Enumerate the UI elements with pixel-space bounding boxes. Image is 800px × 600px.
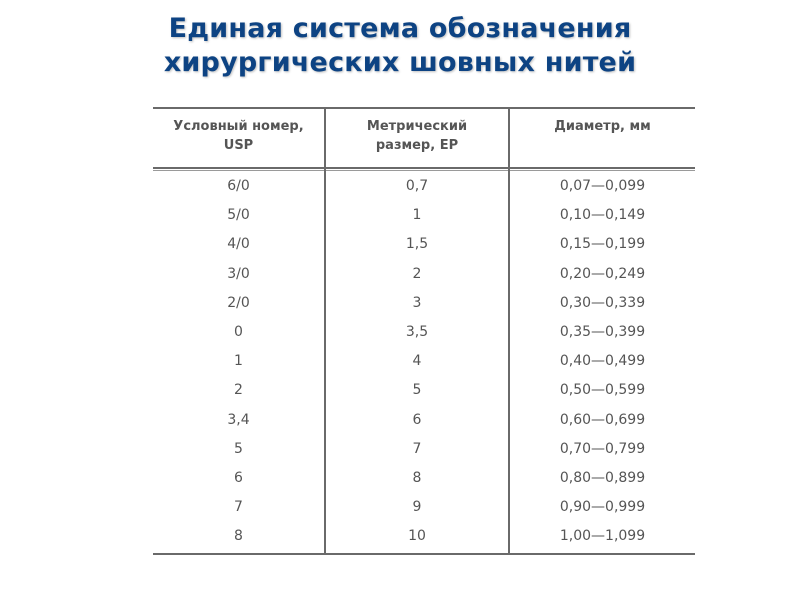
table-row <box>153 288 695 317</box>
diameter-cell: 0,40—0,499 <box>559 353 646 370</box>
diameter-cell: 0,60—0,699 <box>559 411 646 428</box>
table-bottom-border <box>153 553 695 555</box>
usp-cell: 3,4 <box>227 411 250 428</box>
usp-cell: 6 <box>234 469 243 486</box>
usp-cell: 2/0 <box>227 294 250 311</box>
title-line-2: хирургических шовных нитей <box>163 47 637 78</box>
ep-cell: 4 <box>412 353 422 370</box>
title-line-1: Единая система обозначения <box>168 13 632 44</box>
table-body <box>153 171 695 550</box>
diameter-cell: 0,70—0,799 <box>559 440 646 457</box>
diameter-cell: 0,80—0,899 <box>559 469 646 486</box>
page-title <box>0 12 800 80</box>
ep-cell: 2 <box>412 265 422 282</box>
usp-cell: 8 <box>234 528 243 545</box>
table-row <box>153 521 695 550</box>
ep-cell: 0,7 <box>405 178 429 194</box>
table-row <box>153 229 695 258</box>
ep-cell: 9 <box>412 499 422 516</box>
header-usp-line1: Условный номер, <box>173 119 304 134</box>
header-ep-line1: Метрический <box>366 119 468 134</box>
table-row <box>153 405 695 434</box>
table-row <box>153 259 695 288</box>
ep-cell: 5 <box>412 382 422 399</box>
diameter-cell: 0,15—0,199 <box>559 236 646 253</box>
diameter-cell: 0,07—0,099 <box>559 178 646 194</box>
ep-cell: 10 <box>408 528 426 545</box>
header-separator <box>153 167 695 169</box>
usp-cell: 3/0 <box>227 265 250 282</box>
header-diameter <box>510 117 695 136</box>
header-usp <box>153 117 324 155</box>
header-usp-line2: USP <box>223 138 254 153</box>
usp-cell: 0 <box>234 323 243 340</box>
ep-cell: 1 <box>412 207 422 224</box>
diameter-cell: 0,20—0,249 <box>559 265 646 282</box>
ep-cell: 3,5 <box>405 323 429 340</box>
header-ep-line2: размер, EP <box>375 138 459 153</box>
ep-cell: 3 <box>412 294 422 311</box>
diameter-cell: 0,90—0,999 <box>559 499 646 516</box>
diameter-cell: 1,00—1,099 <box>559 528 646 545</box>
usp-cell: 5 <box>234 440 243 457</box>
usp-cell: 4/0 <box>227 236 250 253</box>
diameter-cell: 0,10—0,149 <box>559 207 646 224</box>
table-row <box>153 463 695 492</box>
table-row <box>153 492 695 521</box>
usp-cell: 5/0 <box>227 207 250 224</box>
table-top-border <box>153 107 695 109</box>
ep-cell: 1,5 <box>405 236 429 253</box>
diameter-cell: 0,50—0,599 <box>559 382 646 399</box>
diameter-cell: 0,35—0,399 <box>559 323 646 340</box>
usp-cell: 1 <box>234 353 243 370</box>
usp-cell: 2 <box>234 382 243 399</box>
table-row <box>153 375 695 404</box>
table-row <box>153 317 695 346</box>
usp-cell: 7 <box>234 499 243 516</box>
header-ep <box>326 117 508 155</box>
ep-cell: 6 <box>412 411 422 428</box>
suture-size-table <box>153 107 695 554</box>
ep-cell: 7 <box>412 440 422 457</box>
usp-cell: 6/0 <box>227 178 250 194</box>
diameter-cell: 0,30—0,339 <box>559 294 646 311</box>
ep-cell: 8 <box>412 469 422 486</box>
header-diameter-line1: Диаметр, мм <box>554 119 651 134</box>
table-row <box>153 346 695 375</box>
table-row <box>153 200 695 229</box>
table-row <box>153 434 695 463</box>
table-row <box>153 171 695 200</box>
